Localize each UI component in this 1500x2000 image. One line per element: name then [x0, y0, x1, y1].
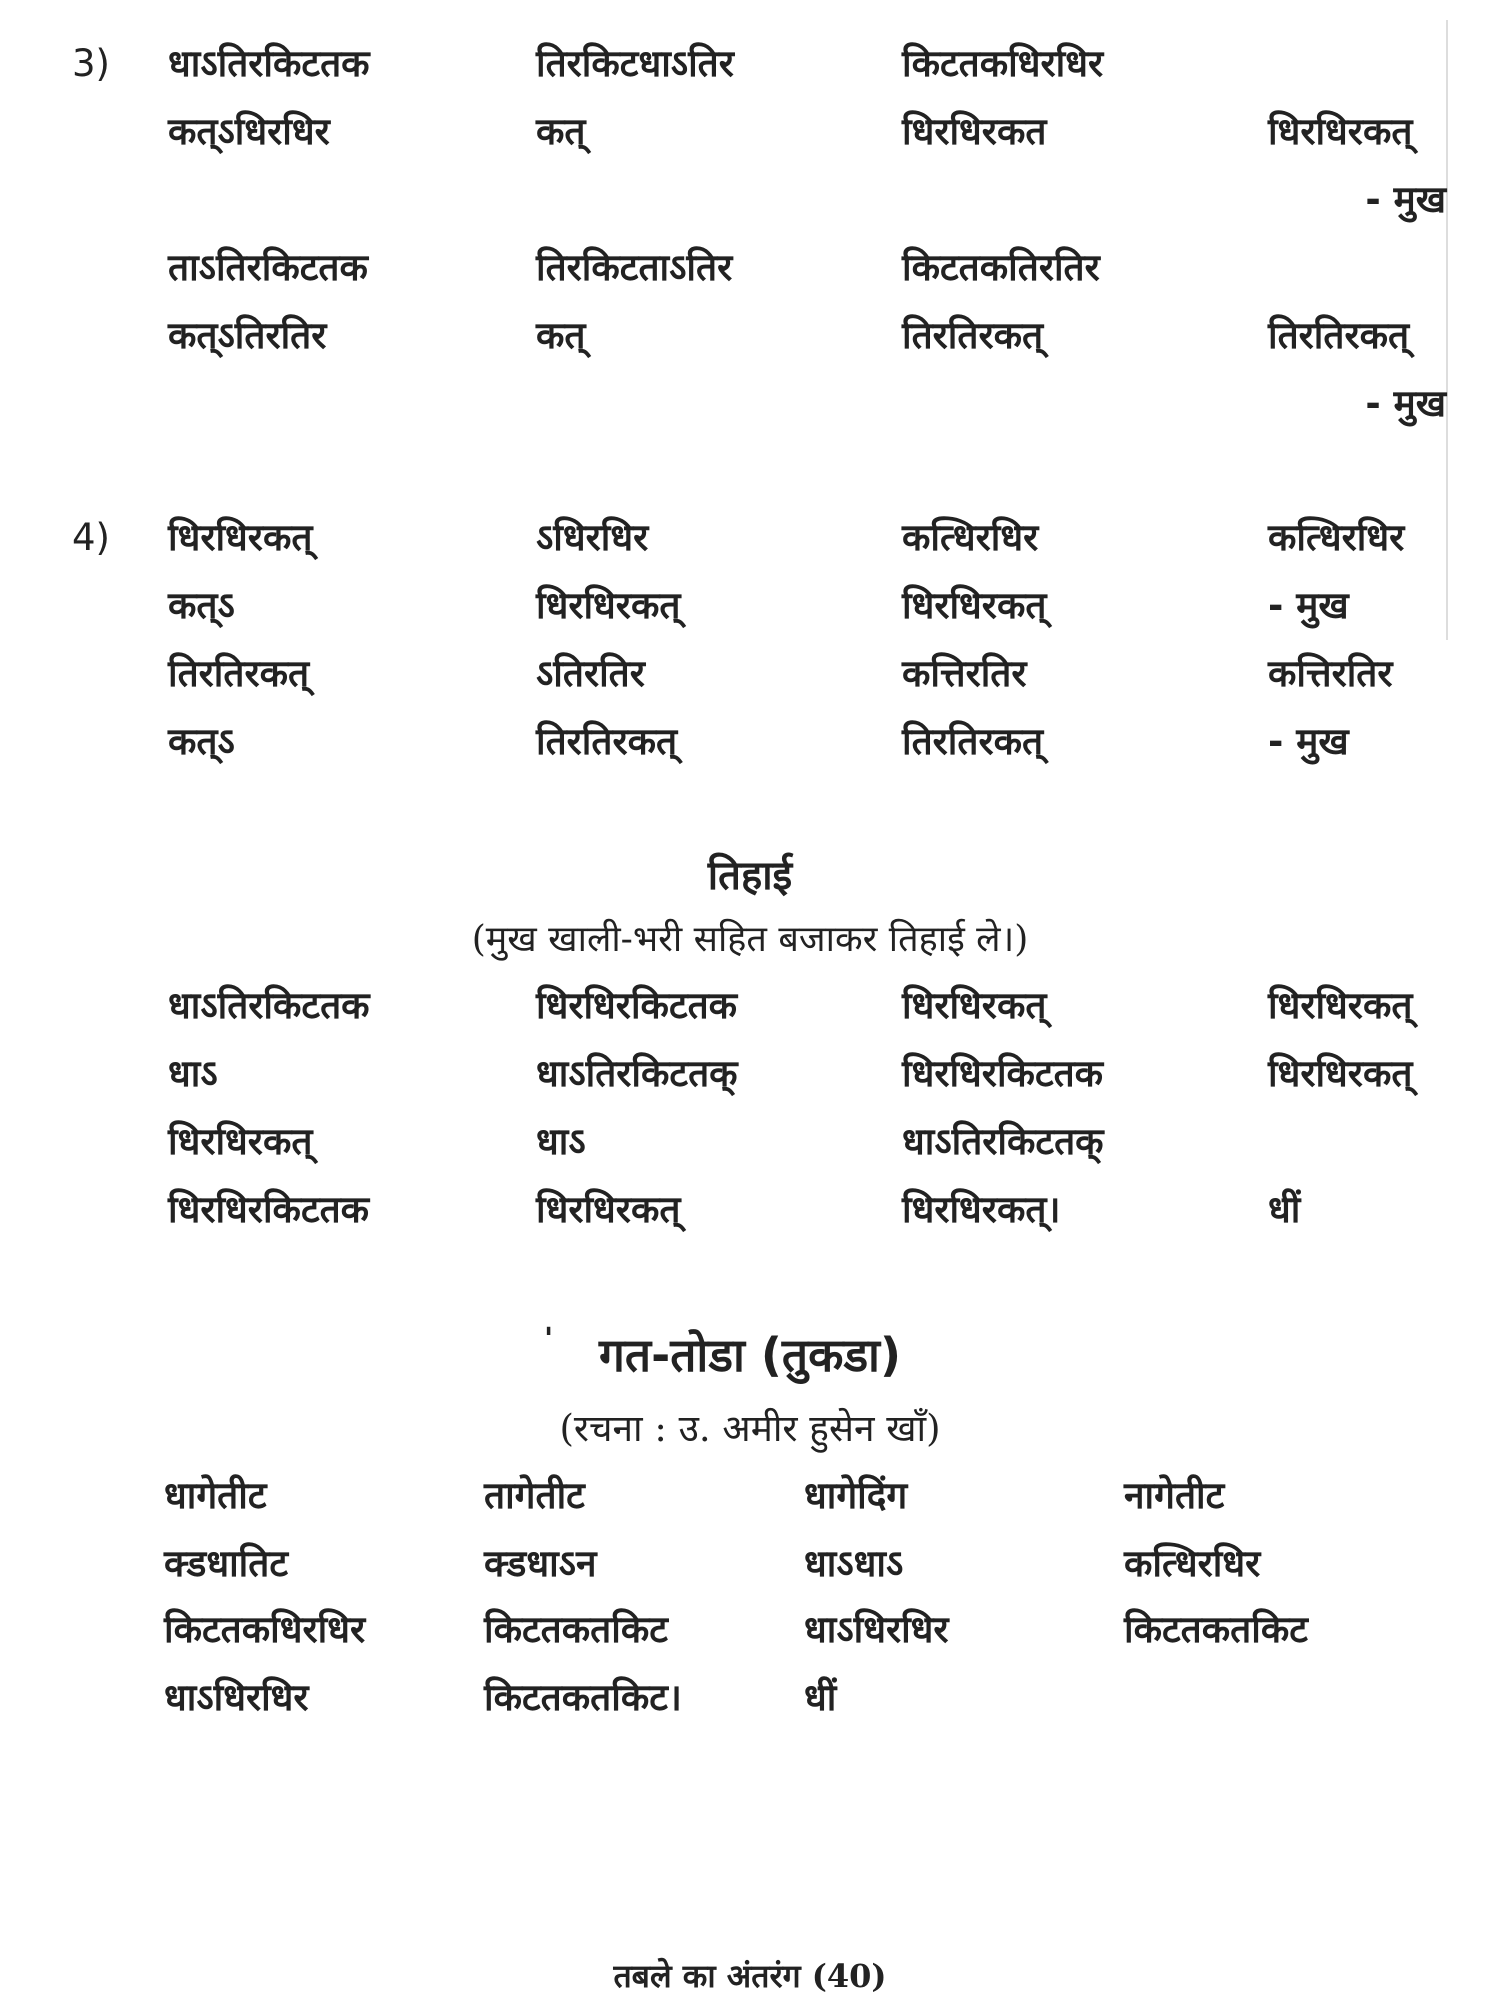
bol-cell: धिरधिरकत्। [902, 1188, 1061, 1231]
section3-row-2 [0, 100, 1500, 164]
page-footer: तबले का अंतरंग (40) [613, 1957, 887, 1995]
bol-cell: किटतकधिरधिर [164, 1608, 366, 1651]
bol-cell: नागेतीट [1124, 1474, 1225, 1517]
bol-cell: धाऽतिरकिटतक [168, 42, 370, 85]
bol-cell: धिरधिरकिटतक [902, 1052, 1104, 1095]
bol-cell: धिरधिरकत् [536, 1188, 681, 1231]
bol-cell: धाऽ [168, 1052, 218, 1095]
section3-number: 3) [72, 42, 110, 85]
bol-cell: धाऽधिरधिर [164, 1676, 309, 1719]
bol-cell: तिरतिरकत् [536, 720, 678, 763]
bol-cell: धिरधिरकत् [536, 584, 681, 627]
gat-toda-heading: गत-तोडा (तुकडा) [598, 1328, 901, 1382]
bol-cell: ऽधिरधिर [536, 516, 649, 559]
tihai-heading: तिहाई [707, 853, 793, 899]
bol-cell: कत् [536, 110, 586, 153]
bol-cell: धाऽ [536, 1120, 586, 1163]
bol-cell: तिरतिरकत् [1268, 314, 1410, 357]
mukh-label: - मुख [1268, 720, 1349, 763]
section4-row-3 [0, 642, 1500, 706]
bol-cell: कत्ऽधिरधिर [168, 110, 330, 153]
bol-cell: क्डधातिट [164, 1542, 288, 1585]
sam-bol: धीं [804, 1676, 837, 1719]
bol-cell: तिरतिरकत् [168, 652, 310, 695]
mukh-label: - मुख [1365, 382, 1446, 425]
bol-cell: किटतकतकिट। [484, 1676, 682, 1719]
bol-cell: धागेतीट [164, 1474, 267, 1517]
mukh-label: - मुख [1268, 584, 1349, 627]
section3-row-4 [0, 304, 1500, 368]
bol-cell: तिरकिटताऽतिर [536, 246, 733, 289]
tihai-row-1 [0, 974, 1500, 1038]
bol-cell: कत्धिरधिर [1124, 1542, 1261, 1585]
bol-cell: धिरधिरकत् [168, 516, 313, 559]
bol-cell: कत्धिरधिर [1268, 516, 1405, 559]
tihai-subtitle: (मुख खाली-भरी सहित बजाकर तिहाई ले।) [471, 919, 1029, 960]
bol-cell: कत्तिरतिर [1268, 652, 1393, 695]
bol-cell: ऽतिरतिर [536, 652, 645, 695]
gat-toda-row-1 [0, 1464, 1500, 1528]
section3-row-3 [0, 236, 1500, 300]
bol-cell: ताऽतिरकिटतक [168, 246, 368, 289]
bol-cell: कत्धिरधिर [902, 516, 1039, 559]
bol-cell: धिरधिरकत् [168, 1120, 313, 1163]
bol-cell: धिरधिरकत् [1268, 110, 1413, 153]
section4-row-2 [0, 574, 1500, 638]
bol-cell: धाऽतिरकिटतक [168, 984, 370, 1027]
bol-cell: तागेतीट [484, 1474, 585, 1517]
bol-cell: तिरतिरकत् [902, 314, 1044, 357]
mukh-label: - मुख [1365, 178, 1446, 221]
bol-cell: धागेदिंग [804, 1474, 908, 1517]
bol-cell: तिरकिटधाऽतिर [536, 42, 734, 85]
bol-cell: धाऽधिरधिर [804, 1608, 949, 1651]
bol-cell: क्डधाऽन [484, 1542, 597, 1585]
section4-row-4 [0, 710, 1500, 774]
gat-toda-subtitle: (रचना : उ. अमीर हुसेन खाँ) [559, 1407, 941, 1450]
gat-toda-mark: ' [544, 1322, 554, 1357]
gat-toda-row-3 [0, 1598, 1500, 1662]
bol-cell: किटतकतकिट [1124, 1608, 1308, 1651]
bol-cell: धिरधिरकिटतक [536, 984, 738, 1027]
bol-cell: धाऽतिरकिटतक् [902, 1120, 1104, 1163]
bol-cell: तिरतिरकत् [902, 720, 1044, 763]
section4-number: 4) [72, 516, 110, 559]
bol-cell: धिरधिरकत् [1268, 1052, 1413, 1095]
bol-cell: किटतकतकिट [484, 1608, 668, 1651]
bol-cell: कत्ऽ [168, 720, 235, 763]
bol-cell: धिरधिरकिटतक [168, 1188, 370, 1231]
bol-cell: कत्ऽतिरतिर [168, 314, 327, 357]
bol-cell: धाऽधाऽ [804, 1542, 904, 1585]
bol-cell: धिरधिरकत् [1268, 984, 1413, 1027]
sam-bol: धीं [1268, 1188, 1301, 1231]
tihai-row-3 [0, 1110, 1500, 1174]
bol-cell: किटतकधिरधिर [902, 42, 1104, 85]
section4-row-1 [0, 506, 1500, 570]
bol-cell: किटतकतिरतिर [902, 246, 1100, 289]
tihai-row-4 [0, 1178, 1500, 1242]
tihai-row-2 [0, 1042, 1500, 1106]
bol-cell: धिरधिरकत् [902, 984, 1047, 1027]
bol-cell: कत् [536, 314, 586, 357]
gat-toda-row-4 [0, 1666, 1500, 1730]
bol-cell: कत्ऽ [168, 584, 235, 627]
gat-toda-row-2 [0, 1532, 1500, 1596]
bol-cell: धाऽतिरकिटतक् [536, 1052, 738, 1095]
bol-cell: धिरधिरकत [902, 110, 1047, 153]
bol-cell: कत्तिरतिर [902, 652, 1027, 695]
section3-row-1 [0, 32, 1500, 96]
bol-cell: धिरधिरकत् [902, 584, 1047, 627]
